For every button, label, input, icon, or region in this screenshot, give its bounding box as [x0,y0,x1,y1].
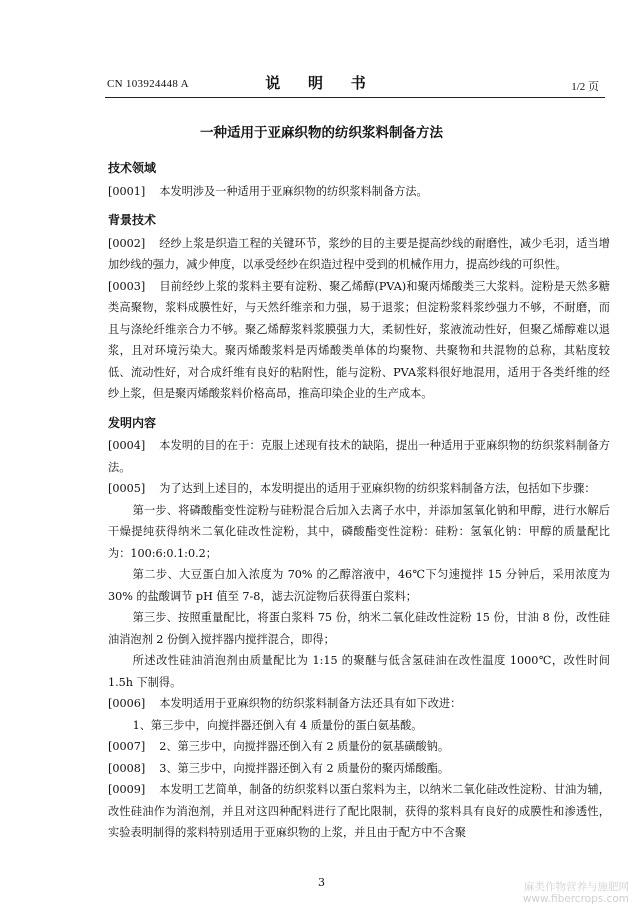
paragraph-text: 本发明适用于亚麻织物的纺织浆料制备方法还具有如下改进： [159,697,462,710]
watermark-line-2: www.fibercrops.com [522,893,629,905]
paragraph-number: [0001] [108,184,146,198]
document-type-heading: 说 明 书 [265,76,378,92]
paragraph: 1、第三步中，向搅拌器还倒入有 4 质量份的蛋白氨基酸。 [132,718,423,732]
section-heading: 发明内容 [108,415,157,430]
document-title: 一种适用于亚麻织物的纺织浆料制备方法 [200,125,443,141]
paragraph-text: 本发明的目的在于：克服上述现有技术的缺陷，提出一种适用于亚麻织物的纺织浆料制备方法。 [108,439,610,474]
page-reference: 1/2 页 [571,81,599,93]
watermark [523,881,629,905]
document-body [108,158,610,844]
paragraph [108,233,610,276]
paragraph-number: [0002] [108,236,146,250]
page-number: 3 [318,876,325,889]
paragraph-number: [0009] [108,783,146,796]
paragraph-number: [0003] [108,279,146,293]
paragraph-text: 经纱上浆是织造工程的关键环节，浆纱的目的主要是提高纱线的耐磨性，减少毛羽，适当增加纱线的强力，减少伸度，以承受经纱在织造过程中受到的机械作用力，提高纱线的可织性。 [108,236,610,271]
paragraph-number: [0004] [108,439,146,452]
paragraph [108,779,610,844]
paragraph-text: 为了达到上述目的，本发明提出的适用于亚麻织物的纺织浆料制备方法，包括如下步骤： [159,482,596,495]
paragraph [108,435,610,478]
paragraph [108,736,610,758]
section-heading: 背景技术 [108,213,157,227]
paragraph-number: [0006] [108,697,146,710]
section-heading: 技术领域 [108,161,157,175]
paragraph-text: 2、第三步中，向搅拌器还倒入有 2 质量份的氨基磺酸钠。 [159,740,450,753]
paragraph [108,693,610,715]
paragraph [108,276,610,405]
paragraph-number: [0005] [108,482,146,495]
paragraph-number: [0008] [108,761,146,775]
paragraph-text: 本发明涉及一种适用于亚麻织物的纺织浆料制备方法。 [159,184,428,198]
paragraph-number: [0007] [108,740,146,753]
publication-number: CN 103924448 A [107,78,189,90]
paragraph [108,181,610,203]
paragraph: 第三步、按照重量配比，将蛋白浆料 75 份，纳米二氧化硅改性淀粉 15 份，甘油 8 份，改性硅油消泡剂 2 份倒入搅拌器内搅拌混合，即得； [108,611,610,646]
header-divider [105,97,605,98]
paragraph: 所述改性硅油消泡剂由质量配比为 1:15 的聚醚与低含氢硅油在改性温度 1000℃，改性时间 1.5h 下制得。 [108,654,610,689]
paragraph: 第二步、大豆蛋白加入浓度为 70% 的乙醇溶液中，46℃下匀速搅拌 15 分钟后，采用浓度为 30% 的盐酸调节 pH 值至 7-8，滤去沉淀物后获得蛋白浆料； [108,568,610,603]
paragraph [108,478,610,500]
paragraph-text: 目前经纱上浆的浆料主要有淀粉、聚乙烯醇(PVA)和聚丙烯酸类三大浆料。淀粉是天然多糖类高聚物，浆料成膜性好，与天然纤维亲和力强，易于退浆；但淀粉浆料浆纱强力不够，不耐磨，而且与涤纶纤维亲合力不够。聚乙烯醇浆料浆膜强力大，柔韧性好，浆液流动性好，但聚乙烯醇难以退浆，且对环境污染大。聚丙烯酸浆料是丙烯酸类单体的均聚物、共聚物和共混物的总称，其粘度较低、流动性好，对合成纤维有良好的粘附性，能与淀粉、PVA浆料很好地混用，适用于各类纤维的经纱上浆，但是聚丙烯酸浆料价格高昂，推高印染企业的生产成本。 [108,279,610,400]
watermark-line-1: 麻类作物营养与施肥网 [524,881,629,893]
paragraph: 第一步、将磷酸酯变性淀粉与硅粉混合后加入去离子水中，并添加氢氧化钠和甲醇，进行水解后干燥提纯获得纳米二氧化硅改性淀粉，其中，磷酸酯变性淀粉：硅粉：氢氧化钠：甲醇的质量配比为：100:6:0.1:0.2； [108,503,610,560]
paragraph-text: 3、第三步中，向搅拌器还倒入有 2 质量份的聚丙烯酸酯。 [159,761,450,775]
paragraph-text: 本发明工艺简单，制备的纺织浆料以蛋白浆料为主，以纳米二氧化硅改性淀粉、甘油为辅，改性硅油作为消泡剂，并且对这四种配料进行了配比限制，获得的浆料具有良好的成膜性和渗透性，实验表明制得的浆料特别适用于亚麻织物的上浆，并且由于配方中不含聚 [108,783,610,839]
paragraph [108,758,610,780]
